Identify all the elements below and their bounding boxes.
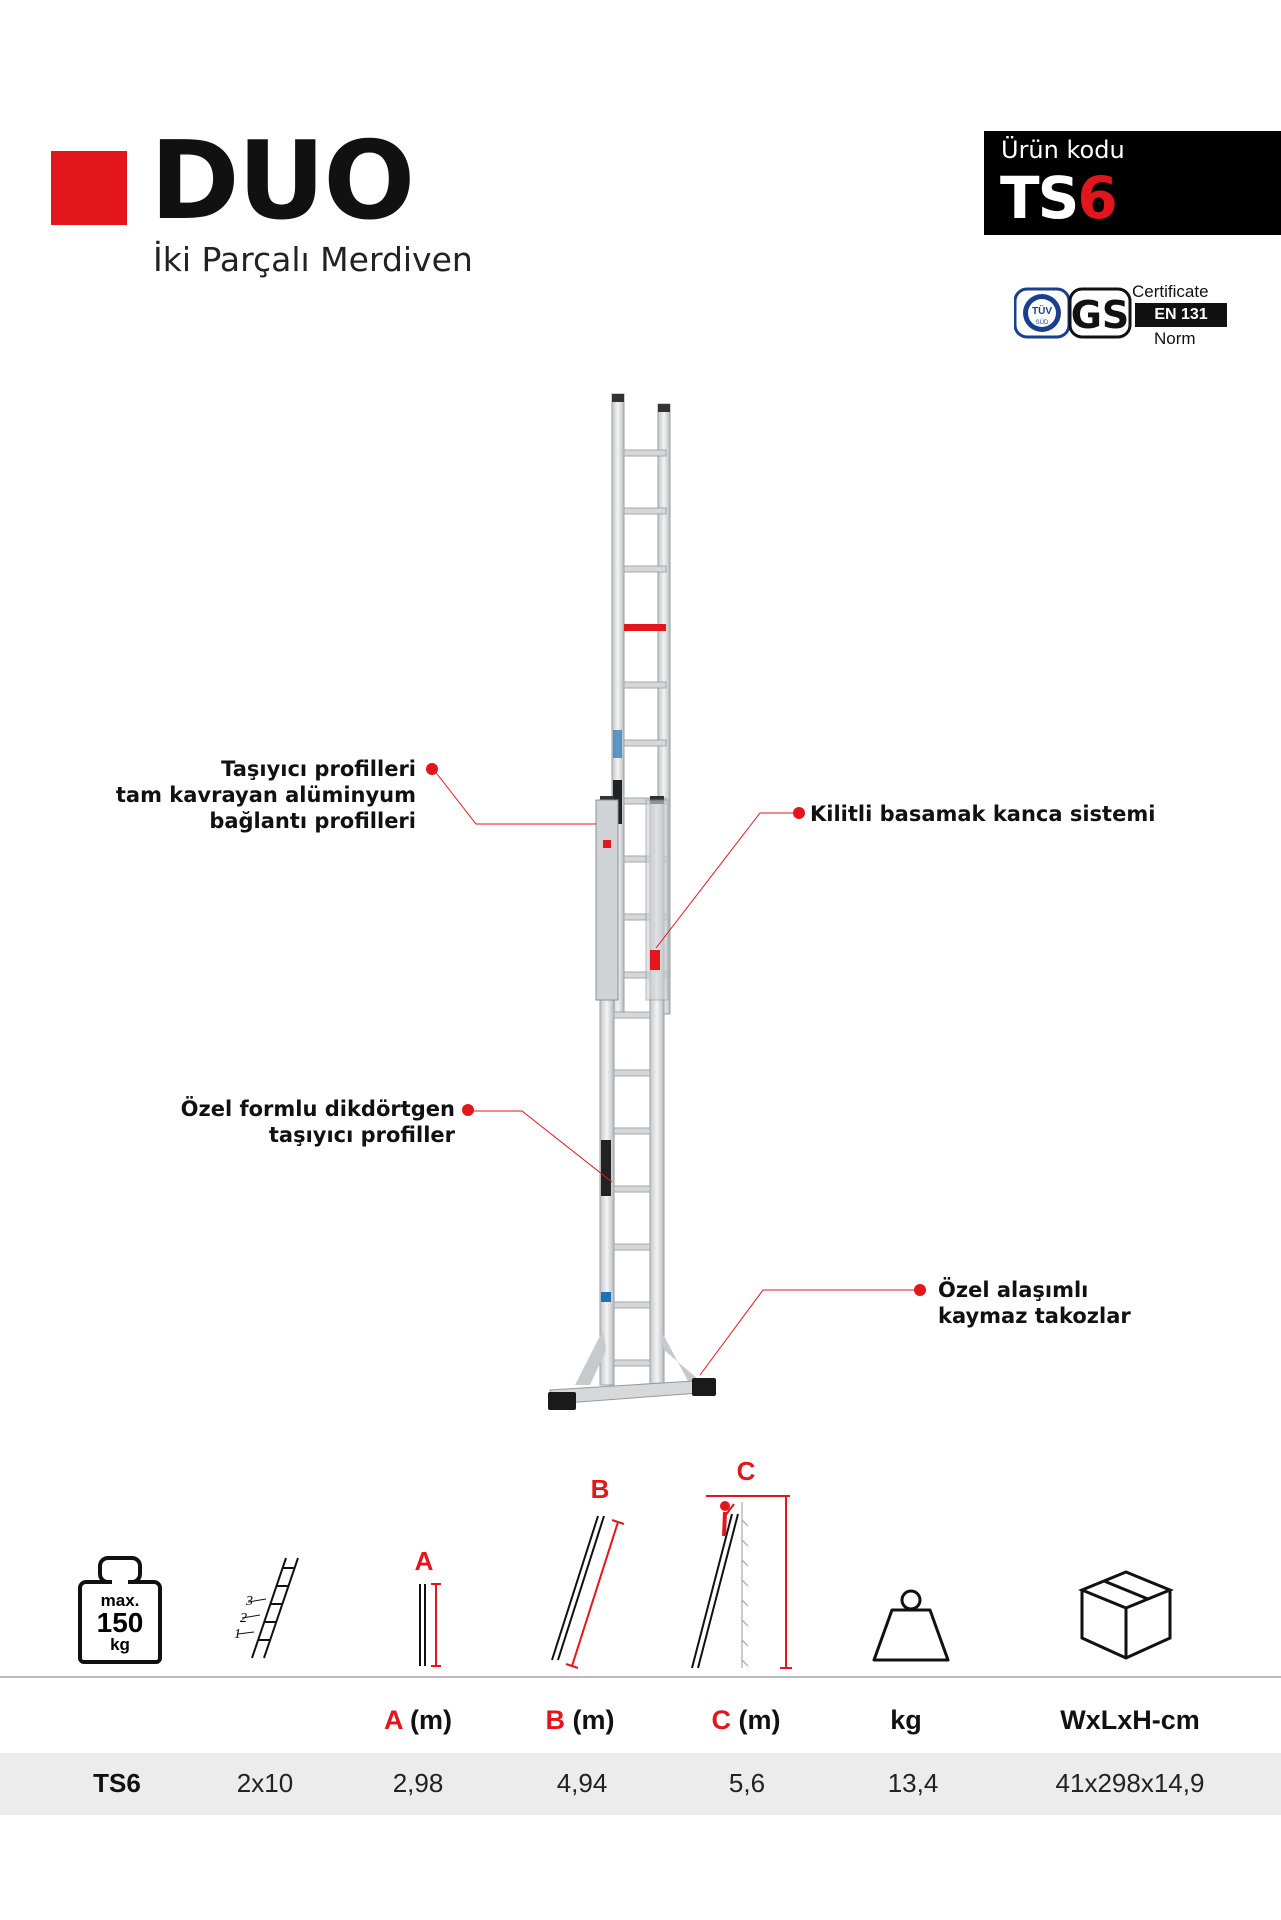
callout-anti-slip-feet — [938, 1277, 1131, 1329]
step-label-2: 2 — [240, 1611, 247, 1626]
header-a-letter: A — [383, 1705, 403, 1735]
header-c-letter: C — [711, 1705, 731, 1735]
callout-line: Özel formlu dikdörtgen — [180, 1097, 455, 1121]
weight-unit-text: kg — [110, 1635, 130, 1654]
cell-model: TS6 — [93, 1768, 141, 1798]
tuv-icon — [1015, 289, 1069, 337]
callout-line: Taşıyıcı profilleri — [221, 757, 416, 781]
gs-text: GS — [1070, 293, 1130, 337]
brand-square-logo — [51, 151, 127, 225]
cell-sections: 2x10 — [236, 1768, 294, 1798]
step-label-1: 1 — [234, 1627, 241, 1642]
dimension-a-label: A — [414, 1546, 434, 1576]
callout-line: tam kavrayan alüminyum — [115, 783, 416, 807]
product-subtitle: İki Parçalı Merdiven — [153, 240, 473, 279]
callout-line: kaymaz takozlar — [938, 1304, 1131, 1328]
certification-logos — [1014, 286, 1132, 342]
brand-title: DUO — [150, 119, 414, 244]
header-c-unit: (m) — [738, 1705, 781, 1735]
steps-count-icon — [224, 1552, 314, 1664]
certificate-norm: Norm — [1154, 329, 1196, 348]
dimension-c-label: C — [736, 1456, 756, 1486]
callout-dots — [426, 763, 926, 1296]
cell-dimensions: 41x298x14,9 — [1055, 1768, 1205, 1798]
header-a-unit: (m) — [410, 1705, 452, 1735]
product-code-value — [1000, 164, 1116, 232]
product-code-main: TS — [1000, 164, 1078, 232]
gs-icon — [1070, 289, 1130, 337]
package-box-icon — [1076, 1566, 1176, 1664]
header-b — [500, 1705, 660, 1736]
tuv-sub-text: SÜD — [1035, 320, 1049, 326]
header-dimensions: WxLxH-cm — [1060, 1705, 1200, 1735]
header-kg: kg — [890, 1705, 922, 1735]
cell-a: 2,98 — [392, 1768, 444, 1798]
header-c — [666, 1705, 826, 1736]
certificate-caption: Certificate — [1132, 282, 1209, 301]
callout-rectangular-profiles — [120, 1096, 455, 1148]
callout-line: taşıyıcı profiller — [268, 1123, 455, 1147]
callout-leader-lines — [434, 770, 918, 1375]
table-divider — [0, 1676, 1281, 1678]
callout-line: bağlantı profilleri — [209, 809, 416, 833]
callout-line: Özel alaşımlı — [938, 1278, 1089, 1302]
header-b-unit: (m) — [572, 1705, 615, 1735]
dimension-b-label: B — [590, 1474, 610, 1504]
product-code-label: Ürün kodu — [1001, 136, 1125, 164]
dimension-c-icon — [690, 1490, 800, 1672]
dimension-a-icon — [410, 1580, 446, 1670]
weight-max-text: max. — [100, 1591, 140, 1610]
product-code-accent: 6 — [1077, 164, 1116, 232]
weight-value-text: 150 — [96, 1607, 144, 1638]
tuv-text: TÜV — [1032, 306, 1052, 317]
cell-kg: 13,4 — [887, 1768, 939, 1798]
lower-ladder-section — [548, 796, 716, 1410]
header-b-letter: B — [545, 1705, 565, 1735]
callout-locking-hook: Kilitli basamak kanca sistemi — [810, 802, 1156, 826]
header-a — [338, 1705, 498, 1736]
cell-b: 4,94 — [556, 1768, 608, 1798]
weight-capacity-icon — [78, 1550, 162, 1666]
cell-c: 5,6 — [728, 1768, 766, 1798]
weight-kg-icon — [868, 1586, 954, 1666]
step-label-3: 3 — [246, 1594, 253, 1609]
dimension-b-icon — [548, 1510, 628, 1670]
certificate-standard-badge: EN 131 — [1135, 303, 1227, 327]
callout-connection-profiles — [90, 756, 416, 834]
